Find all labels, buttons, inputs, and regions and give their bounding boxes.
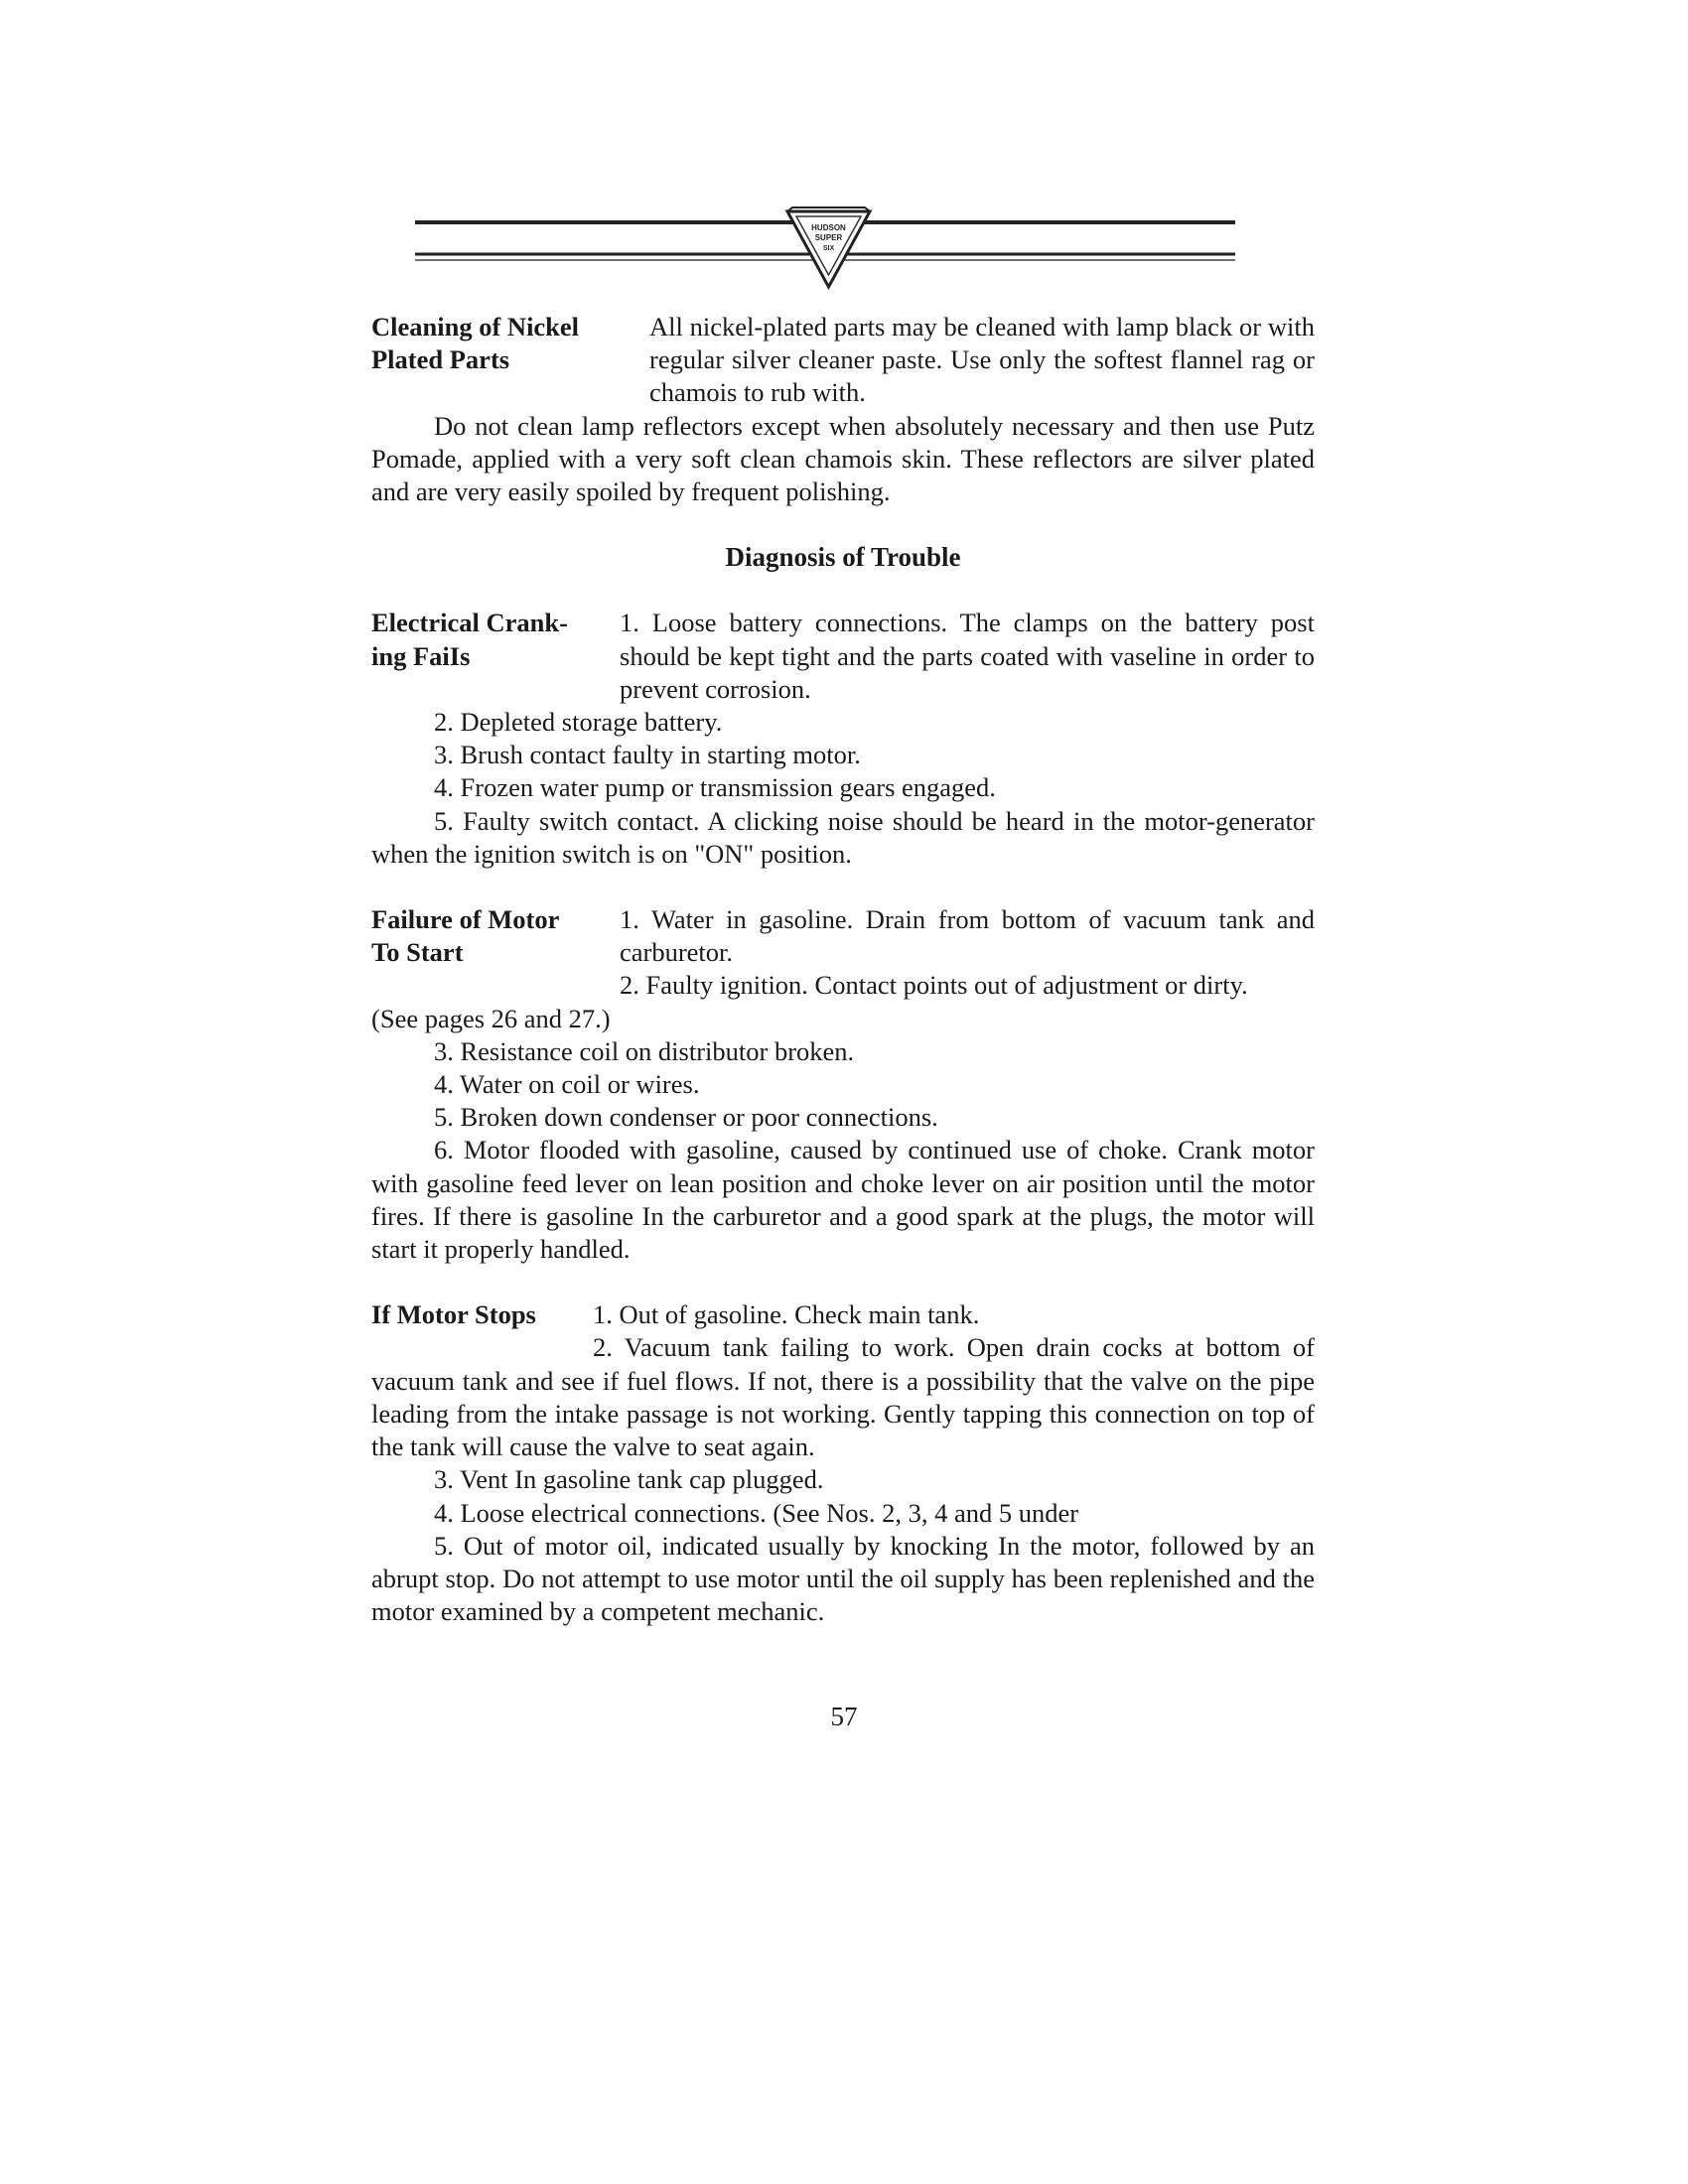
motor-stops-item-2: [371, 1331, 1315, 1463]
motor-start-section: [371, 903, 1315, 969]
motor-start-item-3: 3. Resistance coil on distributor broken.: [434, 1035, 855, 1066]
cranking-item-3: 3. Brush contact faulty in starting motor.: [434, 740, 861, 770]
diagnosis-title: Diagnosis of Trouble: [725, 542, 961, 573]
motor-stops-heading: If Motor Stops: [371, 1299, 536, 1330]
hudson-super-six-triangle-emblem-icon: [787, 207, 870, 287]
header-rule-with-emblem: [415, 204, 1235, 293]
motor-start-heading-line1: Failure of Motor: [371, 904, 560, 935]
motor-stops-item-5: 5. Out of motor oil, indicated usually by knocking In the motor, followed by an abrupt stop. Do not attempt to use motor until the oil supply has been replenished and the motor examined by a competent mechanic.: [371, 1530, 1315, 1627]
motor-start-item-1: 1. Water in gasoline. Drain from bottom of vacuum tank and carburetor.: [620, 904, 1315, 968]
motor-start-item-6: 6. Motor flooded with gasoline, caused by continued use of choke. Crank motor with gasoline feed lever on lean position and choke lever on air position until the motor fires. If there is gasoline In the carburetor and a good spark at the plugs, the motor will start it properly handled.: [371, 1135, 1315, 1265]
motor-start-item-4: 4. Water on coil or wires.: [434, 1069, 700, 1100]
page-number: 57: [830, 1702, 858, 1731]
motor-stops-section: [371, 1298, 1315, 1331]
svg-text:HUDSON: HUDSON: [811, 223, 846, 232]
cleaning-body: All nickel-plated parts may be cleaned with lamp black or with regular silver cleaner paste. Use only the softest flannel rag or chamois to rub with.: [649, 312, 1315, 408]
cranking-heading: [371, 607, 620, 672]
cleaning-section: [371, 311, 1315, 410]
motor-start-item-5: 5. Broken down condenser or poor connections.: [434, 1102, 938, 1133]
cleaning-paragraph-2: Do not clean lamp reflectors except when absolutely necessary and then use Putz Pomade, applied with a very soft clean chamois skin. These reflectors are silver plated and are very easily spoiled by frequent polishing.: [371, 410, 1315, 507]
motor-stops-item-3: 3. Vent In gasoline tank cap plugged.: [434, 1464, 824, 1495]
cranking-item-1: 1. Loose battery connections. The clamps on the battery post should be kept tight and the parts coated with vaseline in order to prevent corrosion.: [620, 608, 1315, 704]
motor-start-heading: [371, 903, 620, 969]
cranking-section: [371, 607, 1315, 706]
cranking-item-2: 2. Depleted storage battery.: [434, 707, 723, 738]
motor-stops-item-1: 1. Out of gasoline. Check main tank.: [593, 1299, 980, 1330]
cleaning-heading-line2: Plated Parts: [371, 344, 510, 375]
motor-start-item-2b: (See pages 26 and 27.): [371, 1003, 611, 1033]
cranking-item-5: 5. Faulty switch contact. A clicking noise should be heard in the motor-generator when the ignition switch is on "ON" position.: [371, 805, 1315, 869]
page-content: [371, 311, 1315, 1628]
cleaning-heading-line1: Cleaning of Nickel: [371, 312, 580, 341]
motor-start-item-2a: 2. Faulty ignition. Contact points out of adjustment or dirty.: [620, 970, 1248, 1001]
motor-stops-item-4: 4. Loose electrical connections. (See Nos. 2, 3, 4 and 5 under: [434, 1497, 1079, 1528]
cranking-heading-line2: ing FaiIs: [371, 640, 471, 671]
cranking-heading-line1: Electrical Crank-: [371, 608, 568, 638]
svg-text:SIX: SIX: [822, 245, 835, 252]
cranking-item-4: 4. Frozen water pump or transmission gears engaged.: [434, 772, 996, 803]
cleaning-heading: [371, 311, 649, 376]
motor-stops-item-2-text: 2. Vacuum tank failing to work. Open drain cocks at bottom of vacuum tank and see if fuel flows. If not, there is a possibility that the valve on the pipe leading from the intake passage is not working. Gently tapping this connection on top of the tank will cause the valve to seat again.: [371, 1332, 1315, 1462]
svg-text:SUPER: SUPER: [814, 233, 843, 242]
motor-start-heading-line2: To Start: [371, 937, 464, 968]
